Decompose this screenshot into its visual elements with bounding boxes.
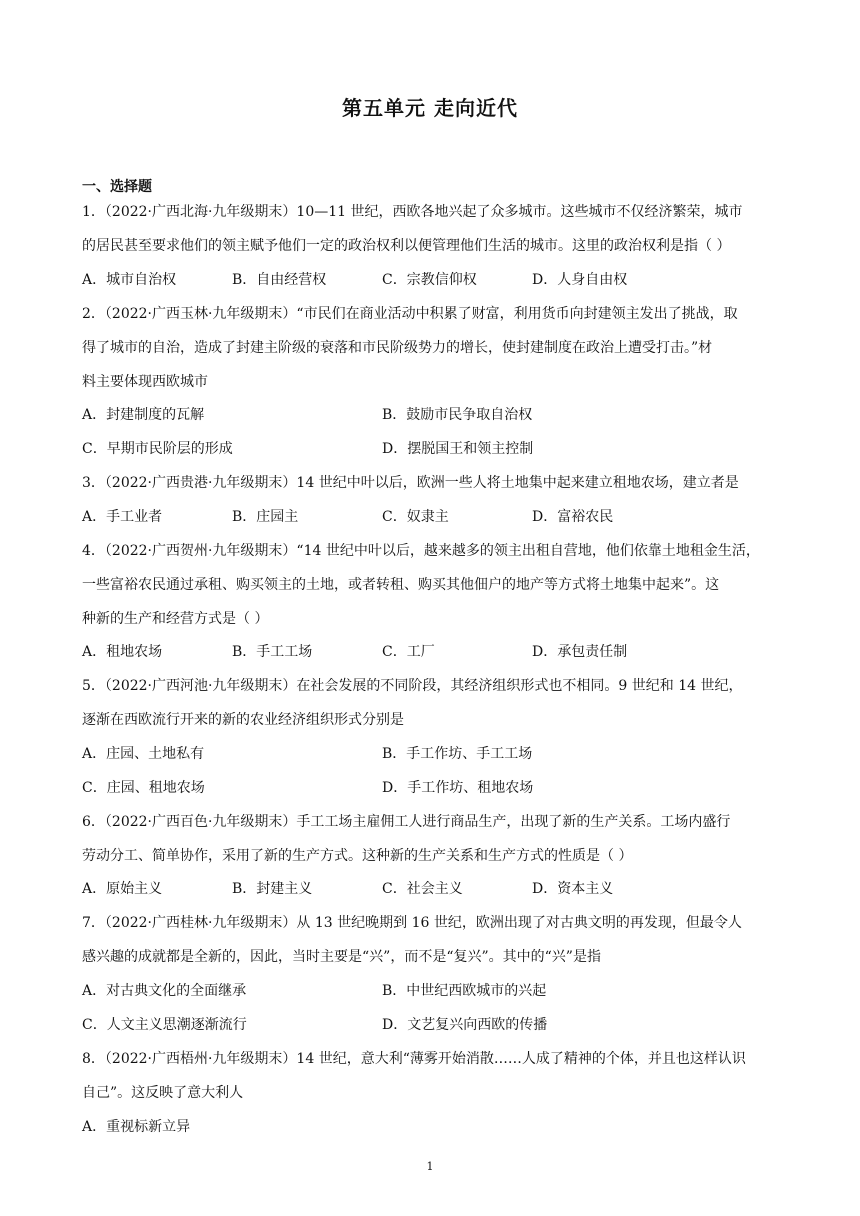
page-number: 1 bbox=[426, 1160, 434, 1173]
question-5-option-c: C．庄园、租地农场 bbox=[82, 780, 205, 796]
question-1-option-c: C．宗教信仰权 bbox=[382, 272, 477, 288]
question-5-line-2: 逐渐在西欧流行开来的新的农业经济组织形式分别是 bbox=[82, 712, 404, 728]
question-7-line-1: 7．（2022·广西桂林·九年级期末）从 13 世纪晚期到 16 世纪，欧洲出现了对古典文明的再发现，但最令人 bbox=[82, 915, 742, 931]
question-8-line-2: 自己”。这反映了意大利人 bbox=[82, 1085, 244, 1101]
question-2-option-b: B．鼓励市民争取自治权 bbox=[382, 407, 533, 423]
question-2-option-c: C．早期市民阶层的形成 bbox=[82, 441, 233, 457]
question-2-line-3: 料主要体现西欧城市 bbox=[82, 374, 208, 390]
question-7-option-d: D．文艺复兴向西欧的传播 bbox=[382, 1017, 548, 1033]
question-4-option-a: A．租地农场 bbox=[82, 644, 163, 660]
question-4-line-2: 一些富裕农民通过承租、购买领主的土地，或者转租、购买其他佃户的地产等方式将土地集中起来”。这 bbox=[82, 577, 720, 593]
question-1-option-a: A．城市自治权 bbox=[82, 272, 177, 288]
question-6-option-b: B．封建主义 bbox=[232, 881, 313, 897]
question-3-line-1: 3．（2022·广西贵港·九年级期末）14 世纪中叶以后，欧洲一些人将土地集中起来建立租地农场，建立者是 bbox=[82, 475, 739, 491]
question-1-line-2: 的居民甚至要求他们的领主赋予他们一定的政治权利以便管理他们生活的城市。这里的政治权利是指（ ） bbox=[82, 238, 731, 254]
question-4-option-d: D．承包责任制 bbox=[532, 644, 628, 660]
question-1-option-b: B．自由经营权 bbox=[232, 272, 327, 288]
question-5-line-1: 5．（2022·广西河池·九年级期末）在社会发展的不同阶段，其经济组织形式也不相同。9 世纪和 14 世纪， bbox=[82, 678, 743, 694]
question-6-option-c: C．社会主义 bbox=[382, 881, 463, 897]
question-3-option-d: D．富裕农民 bbox=[532, 509, 614, 525]
page-title: 第五单元 走向近代 bbox=[342, 96, 518, 120]
question-4-line-1: 4．（2022·广西贺州·九年级期末）“14 世纪中叶以后，越来越多的领主出租自营地，他们依靠土地租金生活， bbox=[82, 543, 760, 559]
question-6-option-a: A．原始主义 bbox=[82, 881, 163, 897]
question-4-option-b: B．手工工场 bbox=[232, 644, 313, 660]
question-3-option-b: B．庄园主 bbox=[232, 509, 299, 525]
question-5-option-a: A．庄园、土地私有 bbox=[82, 746, 205, 762]
question-7-line-2: 感兴趣的成就都是全新的，因此，当时主要是“兴”，而不是“复兴”。其中的“兴”是指 bbox=[82, 949, 601, 965]
question-2-option-d: D．摆脱国王和领主控制 bbox=[382, 441, 534, 457]
question-3-option-c: C．奴隶主 bbox=[382, 509, 449, 525]
question-5-option-d: D．手工作坊、租地农场 bbox=[382, 780, 534, 796]
question-1-option-d: D．人身自由权 bbox=[532, 272, 628, 288]
question-6-line-1: 6．（2022·广西百色·九年级期末）手工工场主雇佣工人进行商品生产，出现了新的生产关系。工场内盛行 bbox=[82, 814, 731, 830]
question-7-option-b: B．中世纪西欧城市的兴起 bbox=[382, 983, 547, 999]
question-1-line-1: 1．（2022·广西北海·九年级期末）10—11 世纪，西欧各地兴起了众多城市。这些城市不仅经济繁荣，城市 bbox=[82, 204, 743, 220]
question-2-option-a: A．封建制度的瓦解 bbox=[82, 407, 205, 423]
question-3-option-a: A．手工业者 bbox=[82, 509, 163, 525]
question-8-option-a: A．重视标新立异 bbox=[82, 1119, 191, 1135]
question-5-option-b: B．手工作坊、手工工场 bbox=[382, 746, 533, 762]
question-2-line-1: 2．（2022·广西玉林·九年级期末）“市民们在商业活动中积累了财富，利用货币向封建领主发出了挑战，取 bbox=[82, 306, 738, 322]
section-heading: 一、选择题 bbox=[82, 179, 152, 195]
question-4-line-3: 种新的生产和经营方式是（ ） bbox=[82, 611, 269, 627]
question-7-option-a: A．对古典文化的全面继承 bbox=[82, 983, 247, 999]
question-6-option-d: D．资本主义 bbox=[532, 881, 614, 897]
question-4-option-c: C．工厂 bbox=[382, 644, 435, 660]
question-7-option-c: C．人文主义思潮逐渐流行 bbox=[82, 1017, 247, 1033]
question-6-line-2: 劳动分工、简单协作，采用了新的生产方式。这种新的生产关系和生产方式的性质是（ ） bbox=[82, 848, 633, 864]
question-2-line-2: 得了城市的自治，造成了封建主阶级的衰落和市民阶级势力的增长，使封建制度在政治上遭受打击。”材 bbox=[82, 340, 713, 356]
question-8-line-1: 8．（2022·广西梧州·九年级期末）14 世纪，意大利“薄雾开始消散……人成了精神的个体，并且也这样认识 bbox=[82, 1051, 746, 1067]
